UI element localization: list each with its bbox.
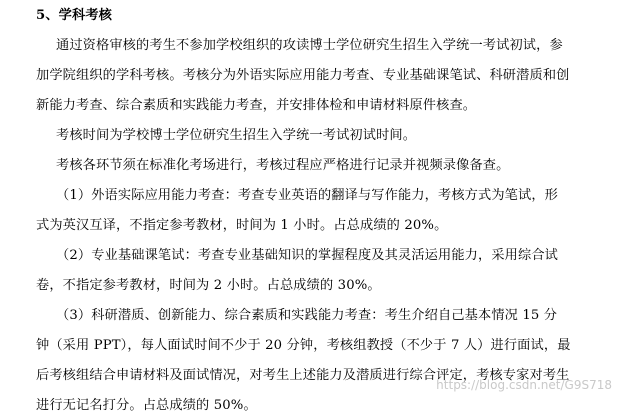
paragraph-1-line-2: 加学院组织的学科考核。考核分为外语实际应用能力考查、专业基础课笔试、科研潜质和创 [36, 68, 570, 83]
watermark: https://blog.csdn.net/G9S718 [436, 378, 612, 392]
paragraph-6-line-3: 后考核组结合申请材料及面试情况，对考生上述能力及潜质进行综合评定，考核专家对考生 [36, 368, 570, 383]
paragraph-1-line-3: 新能力考查、综合素质和实践能力考查，并安排体检和申请材料原件核查。 [36, 98, 477, 113]
paragraph-5-line-2: 卷，不指定参考教材，时间为 2 小时。占总成绩的 30%。 [36, 278, 381, 293]
paragraph-6-line-1: （3）科研潜质、创新能力、综合素质和实践能力考查：考生介绍自己基本情况 15 分 [56, 308, 558, 323]
paragraph-6-line-4: 进行无记名打分。占总成绩的 50%。 [36, 398, 257, 413]
paragraph-5-line-1: （2）专业基础课笔试：考查专业基础知识的掌握程度及其灵活运用能力，采用综合试 [56, 248, 559, 263]
paragraph-2-line-1: 考核时间为学校博士学位研究生招生入学统一考试初试时间。 [56, 128, 417, 143]
paragraph-6-line-2: 钟（采用 PPT），每人面试时间不少于 20 分钟，考核组教授（不少于 7 人）进行面试，最 [36, 338, 571, 353]
paragraph-4-line-2: 式为英汉互译，不指定参考教材，时间为 1 小时。占总成绩的 20%。 [36, 218, 448, 233]
paragraph-4-line-1: （1）外语实际应用能力考查：考查专业英语的翻译与写作能力，考核方式为笔试，形 [56, 188, 559, 203]
paragraph-3-line-1: 考核各环节须在标准化考场进行，考核过程应严格进行记录并视频录像备查。 [56, 158, 510, 173]
section-heading: 5、学科考核 [36, 8, 113, 23]
paragraph-1-line-1: 通过资格审核的考生不参加学校组织的攻读博士学位研究生招生入学统一考试初试，参 [56, 38, 563, 53]
